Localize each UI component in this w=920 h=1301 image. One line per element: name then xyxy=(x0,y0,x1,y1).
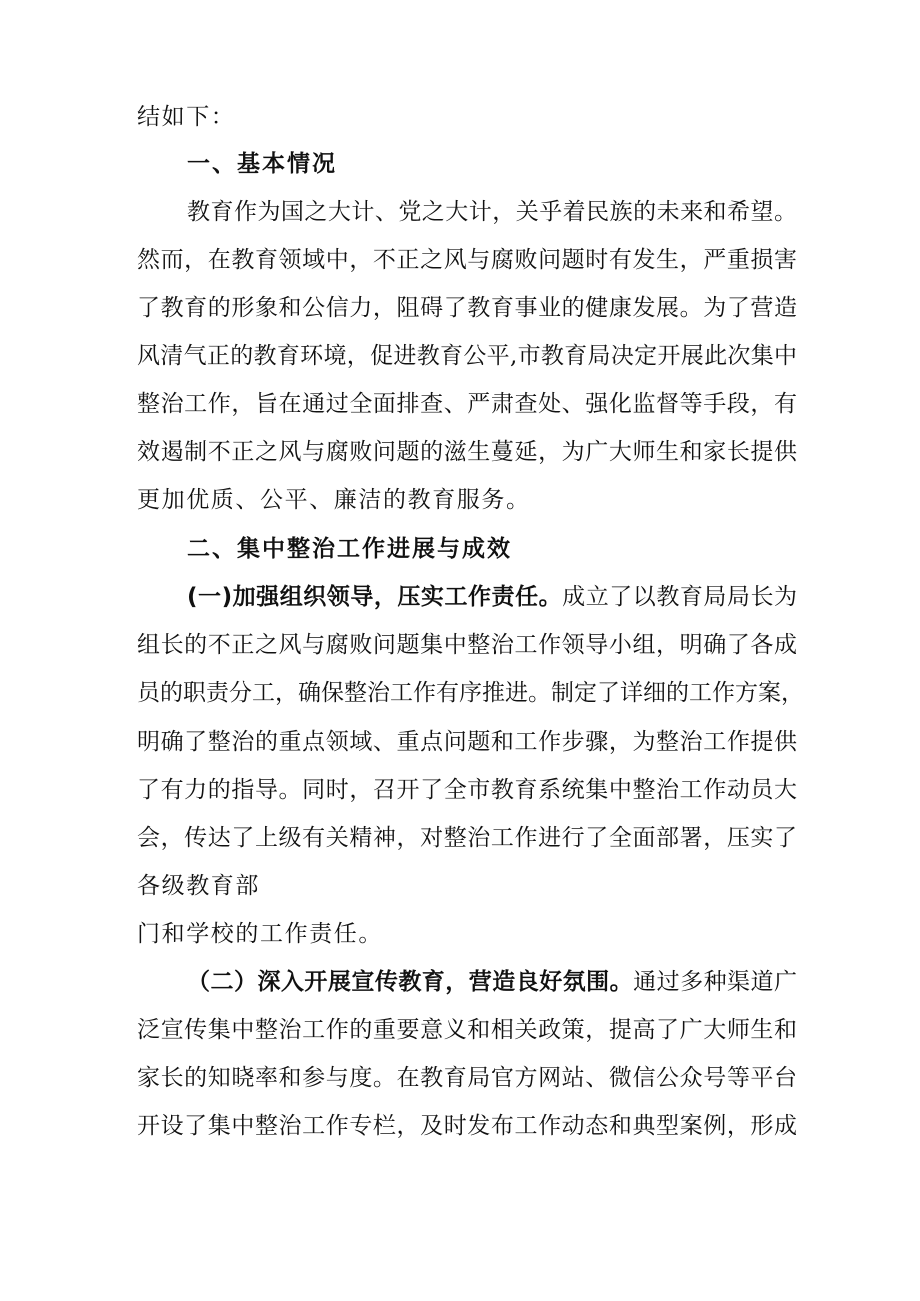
section-1-line: 整治工作，旨在通过全面排查、严肃查处、强化监督等手段，有 xyxy=(137,391,797,417)
section-1-line: 风清气正的教育环境，促进教育公平,市教育局决定开展此次集中 xyxy=(137,343,797,369)
section-2-heading: 二、集中整治工作进展与成效 xyxy=(187,536,512,562)
item-1-line: 组长的不正之风与腐败问题集中整治工作领导小组，明确了各成 xyxy=(137,632,797,658)
item-1-line: 会，传达了上级有关精神，对整治工作进行了全面部署，压实了 xyxy=(137,825,797,851)
section-1-line: 然而，在教育领域中，不正之风与腐败问题时有发生，严重损害 xyxy=(137,247,797,273)
section-1-line: 更加优质、公平、廉洁的教育服务。 xyxy=(137,487,531,513)
item-2-first-line xyxy=(187,967,797,997)
item-1-line: 员的职责分工，确保整治工作有序推进。制定了详细的工作方案， xyxy=(137,680,804,706)
section-1-line: 教育作为国之大计、党之大计，关乎着民族的未来和希望。 xyxy=(187,199,797,225)
intro-line: 结如下： xyxy=(137,104,236,130)
item-2-line: 开设了集中整治工作专栏，及时发布工作动态和典型案例，形成 xyxy=(137,1113,797,1139)
section-1-line: 了教育的形象和公信力，阻碍了教育事业的健康发展。为了营造 xyxy=(137,295,797,321)
item-1-line: 了有力的指导。同时，召开了全市教育系统集中整治工作动员大 xyxy=(137,777,797,803)
item-2-line: 家长的知晓率和参与度。在教育局官方网站、微信公众号等平台 xyxy=(137,1065,797,1091)
item-1-first-line xyxy=(187,582,797,612)
item-2-line: 泛宣传集中整治工作的重要意义和相关政策，提高了广大师生和 xyxy=(137,1017,797,1043)
item-2-first-rest: 通过多种渠道广 xyxy=(633,969,798,995)
section-1-line: 效遏制不正之风与腐败问题的滋生蔓延，为广大师生和家长提供 xyxy=(137,439,797,465)
item-1-line: 门和学校的工作责任。 xyxy=(137,921,383,947)
item-1-line: 明确了整治的重点领域、重点问题和工作步骤，为整治工作提供 xyxy=(137,729,797,755)
item-1-line: 各级教育部 xyxy=(137,873,260,899)
section-1-heading: 一、基本情况 xyxy=(187,151,337,177)
item-2-title: （二）深入开展宣传教育，营造良好氛围。 xyxy=(187,969,634,995)
item-1-first-rest: 成立了以教育局局长为 xyxy=(562,584,798,610)
item-1-title: (一)加强组织领导，压实工作责任。 xyxy=(187,584,563,610)
